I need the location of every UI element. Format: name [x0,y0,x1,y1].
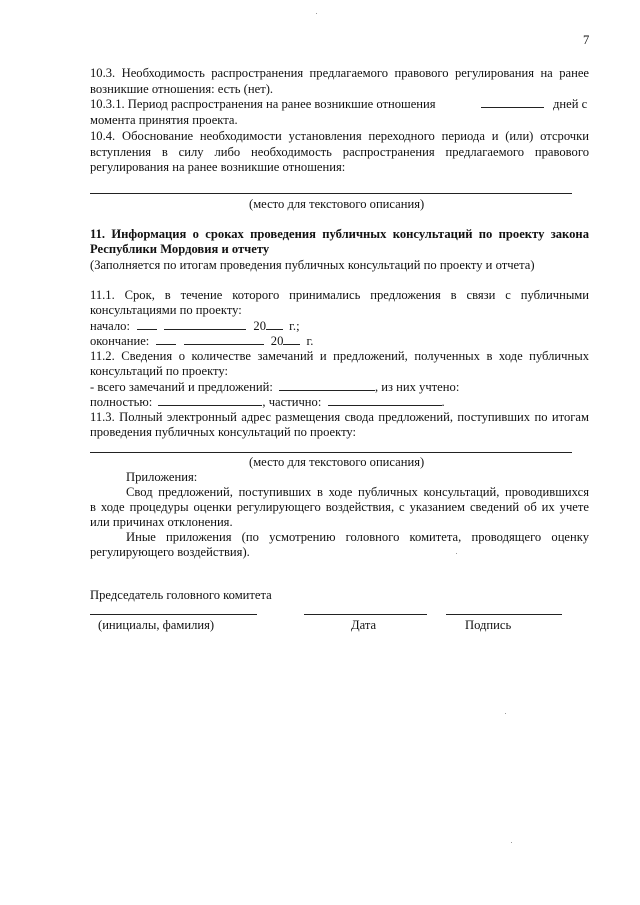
total-remarks-blank [279,379,375,391]
total-remarks-label: - всего замечаний и предложений: [90,380,273,394]
accepted-label: , из них учтено: [374,380,460,394]
signature-caption: Подпись [465,618,512,632]
start-date-label: начало: [90,319,130,333]
section-10-3-line2: возникшие отношения: есть (нет). [90,82,274,96]
address-caption: (место для текстового описания) [249,455,425,469]
section-11-note: (Заполняется по итогам проведения публичных консультаций по проекту и отчета) [90,258,535,272]
appendix-title: Приложения: [126,470,198,484]
section-10-3-1-text: 10.3.1. Период распространения на ранее возникшие отношения [90,97,436,111]
start-date-row [90,318,300,334]
partial-label: , частично: [262,395,322,409]
section-11-1-line2: консультациями по проекту: [90,303,242,317]
initials-line [90,614,257,615]
period-days-blank [481,107,544,108]
end-year-prefix: 20 [270,334,284,348]
chair-title: Председатель головного комитета [90,588,272,602]
end-date-label: окончание: [90,334,150,348]
signature-line [446,614,562,615]
partial-count-blank [328,394,442,406]
initials-caption: (инициалы, фамилия) [98,618,215,632]
section-10-3-1-days: дней с [553,97,588,111]
section-11-2-line2: консультаций по проекту: [90,364,229,378]
end-year-blank [283,333,300,345]
full-label: полностью: [90,395,153,409]
text-description-line [90,193,572,194]
appendix-item2-line1: Иные приложения (по усмотрению головного комитета, проводящего оценку [126,530,589,544]
appendix-item1-line2: в ходе процедуры оценки регулирующего воздействия, с указанием сведений об их учете [90,500,589,514]
date-caption: Дата [351,618,377,632]
end-month-blank [184,333,264,345]
date-line [304,614,427,615]
section-11-heading-line2: Республики Мордовия и отчету [90,242,270,256]
section-10-4-line3: регулирования на ранее возникшие отношения: [90,160,346,174]
scan-speck [456,553,457,554]
start-year-prefix: 20 [253,319,267,333]
end-year-suffix: г. [306,334,314,348]
appendix-item1-line3: или причинах отклонения. [90,515,233,529]
scan-speck [316,13,317,14]
start-year-blank [266,318,283,330]
section-11-3-line1: 11.3. Полный электронный адрес размещения свода предложений, поступивших по итогам [90,410,589,424]
section-10-3-line1: 10.3. Необходимость распространения предлагаемого правового регулирования на ранее [90,66,589,80]
accepted-row [90,394,445,410]
start-year-suffix: г.; [289,319,300,333]
start-day-blank [137,318,157,330]
section-11-2-line1: 11.2. Сведения о количестве замечаний и предложений, полученных в ходе публичных [90,349,589,363]
appendix-item1-line1: Свод предложений, поступивших в ходе публичных консультаций, проводившихся [126,485,589,499]
full-count-blank [158,394,262,406]
scan-speck [511,842,512,843]
section-10-3-1-line2: момента принятия проекта. [90,113,238,127]
section-10-4-line1: 10.4. Обоснование необходимости установления переходного периода и (или) отсрочки [90,129,589,143]
section-11-heading-line1: 11. Информация о сроках проведения публичных консультаций по проекту закона [90,227,589,241]
text-description-caption: (место для текстового описания) [249,197,425,211]
section-11-1-line1: 11.1. Срок, в течение которого принимались предложения в связи с публичными [90,288,589,302]
scan-speck [505,713,506,714]
address-line [90,452,572,453]
end-date-row [90,333,313,349]
section-11-3-line2: проведения публичных консультаций по проекту: [90,425,357,439]
section-10-4-line2: вступления в силу либо необходимость распространения предлагаемого правового [90,145,589,159]
total-remarks-row [90,379,459,395]
appendix-item2-line2: регулирующего воздействия). [90,545,250,559]
end-day-blank [156,333,176,345]
start-month-blank [164,318,246,330]
end-mark: . [441,395,445,409]
page-number: 7 [583,33,590,47]
